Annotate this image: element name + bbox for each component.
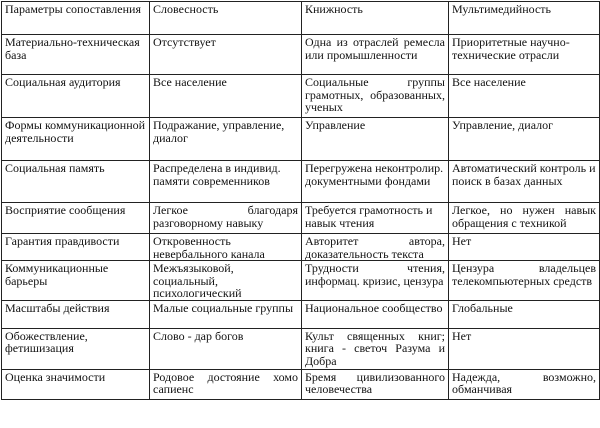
cell-verbal: Межъязыковой, социальный, психологический [150,261,302,301]
table-row [2,300,600,328]
cell-book: Социальные группы грамотных, образованных, ученых [302,75,449,118]
row-parameter: Коммуникационные барьеры [2,261,150,301]
cell-book: Управление [302,118,449,161]
row-parameter: Гарантия правдивости [2,234,150,261]
cell-book: Авторитет автора, доказательность текста [302,234,449,261]
table-row [2,369,600,399]
cell-book: Трудности чтения, информац. кризис, цензура [302,261,449,301]
cell-verbal: Родовое достояние хомо сапиенс [150,369,302,399]
comparison-table [1,1,600,400]
row-parameter: Восприятие сообщения [2,203,150,234]
row-parameter: Социальная память [2,161,150,203]
row-parameter: Оценка значимости [2,369,150,399]
cell-verbal: Все население [150,75,302,118]
table-row [2,161,600,203]
cell-book: Национальное сообщество [302,300,449,328]
table-row [2,118,600,161]
table-row [2,261,600,301]
cell-multimedia: Приоритетные научно-технические отрасли [449,35,600,75]
table-row [2,328,600,369]
cell-verbal: Слово - дар богов [150,328,302,369]
cell-verbal: Подражание, управление, диалог [150,118,302,161]
cell-multimedia: Все население [449,75,600,118]
cell-multimedia: Глобальные [449,300,600,328]
cell-verbal: Распределена в индивид. памяти современников [150,161,302,203]
cell-verbal: Малые социальные группы [150,300,302,328]
cell-multimedia: Цензура владельцев телекомпьютерных средств [449,261,600,301]
cell-multimedia: Нет [449,234,600,261]
row-parameter: Масштабы действия [2,300,150,328]
cell-multimedia: Легкое, но нужен навык обращения с техникой [449,203,600,234]
cell-verbal: Отсутствует [150,35,302,75]
cell-book: Культ священных книг; книга - светоч Разума и Добра [302,328,449,369]
header-book: Книжность [302,2,449,35]
table-row [2,234,600,261]
table-row [2,35,600,75]
header-verbal: Словесность [150,2,302,35]
row-parameter: Формы коммуникационной деятельности [2,118,150,161]
row-parameter: Материально-техническая база [2,35,150,75]
cell-multimedia: Автоматический контроль и поиск в базах данных [449,161,600,203]
cell-book: Перегружена неконтролир. документными фондами [302,161,449,203]
cell-multimedia: Надежда, возможно, обманчивая [449,369,600,399]
header-multimedia: Мультимедийность [449,2,600,35]
cell-verbal: Легкое благодаря разговорному навыку [150,203,302,234]
row-parameter: Обожествление, фетишизация [2,328,150,369]
cell-multimedia: Нет [449,328,600,369]
cell-book: Требуется грамотность и навык чтения [302,203,449,234]
table-header-row [2,2,600,35]
cell-multimedia: Управление, диалог [449,118,600,161]
cell-book: Одна из отраслей ремесла или промышленности [302,35,449,75]
table-row [2,203,600,234]
cell-book: Бремя цивилизованного человечества [302,369,449,399]
cell-verbal: Откровенность невербального канала [150,234,302,261]
table-row [2,75,600,118]
header-parameters: Параметры сопоставления [2,2,150,35]
row-parameter: Социальная аудитория [2,75,150,118]
